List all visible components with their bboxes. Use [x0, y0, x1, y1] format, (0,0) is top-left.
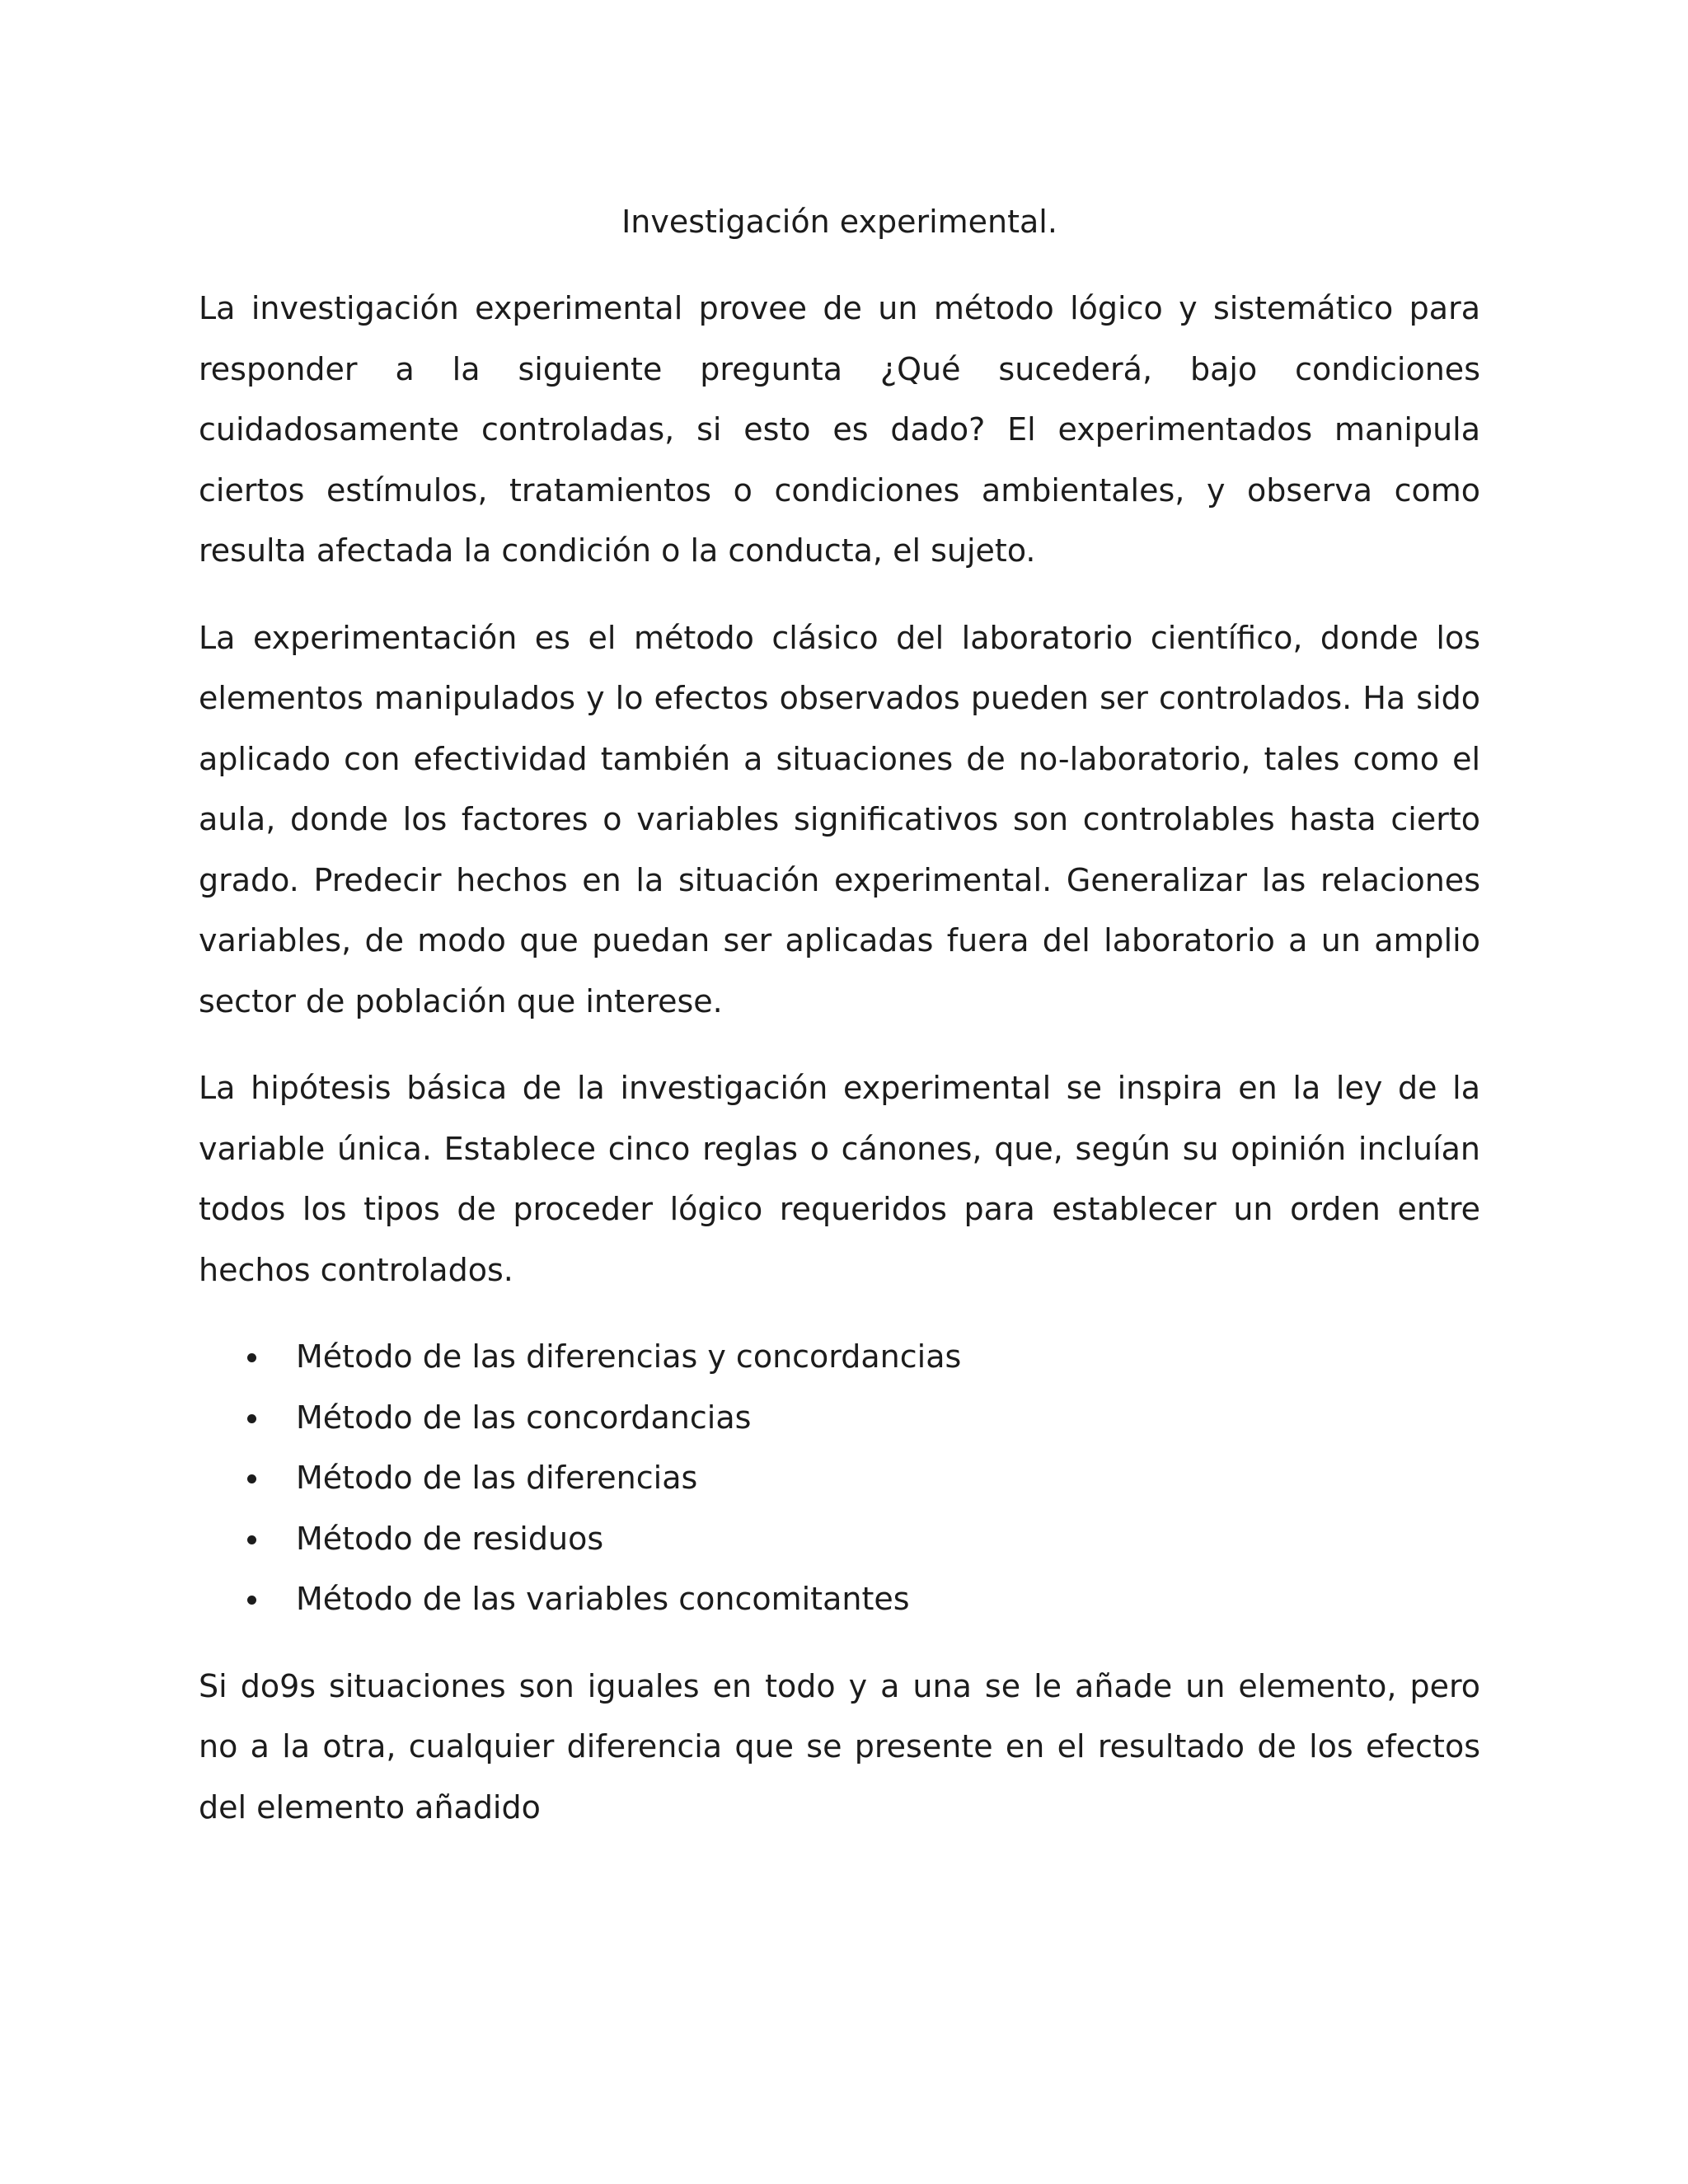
list-item [199, 1509, 1480, 1570]
bullet-icon [247, 1535, 256, 1544]
list-item [199, 1569, 1480, 1630]
bullet-icon [247, 1596, 256, 1605]
list-item-text: Método de las diferencias [296, 1460, 698, 1496]
bullet-icon [247, 1474, 256, 1483]
paragraph-closing: Si do9s situaciones son iguales en todo y a una se le añade un elemento, pero no a la otra, cualquier diferencia que se presente en el resultado de los efectos del elemento añadido [199, 1667, 1480, 1825]
document-body [199, 191, 1480, 1838]
document-title: Investigación experimental. [621, 204, 1057, 240]
list-item-text: Método de las diferencias y concordancias [296, 1338, 962, 1375]
paragraph-laboratory: La experimentación es el método clásico del laboratorio científico, donde los elementos manipulados y lo efectos observados pueden ser controlados. Ha sido aplicado con efectividad también a situaciones de no-laboratorio, tales como el aula, donde los factores o variables significativos son controlables hasta cierto grado. Predecir hechos en la situación experimental. Generalizar las relaciones variables, de modo que puedan ser aplicadas fuera del laboratorio a un amplio sector de población que interese. [199, 619, 1480, 1019]
list-item [199, 1388, 1480, 1449]
list-item [199, 1448, 1480, 1509]
bullet-icon [247, 1414, 256, 1423]
list-item [199, 1327, 1480, 1388]
list-item-text: Método de las concordancias [296, 1399, 752, 1436]
methods-list [199, 1327, 1480, 1630]
bullet-icon [247, 1353, 256, 1362]
list-item-text: Método de las variables concomitantes [296, 1581, 910, 1617]
paragraph-intro: La investigación experimental provee de un método lógico y sistemático para responder a la siguiente pregunta ¿Qué sucederá, bajo condiciones cuidadosamente controladas, si esto es dado? El experimentados manipula ciertos estímulos, tratamientos o condiciones ambientales, y observa como resulta afectada la condición o la conducta, el sujeto. [199, 290, 1480, 569]
list-item-text: Método de residuos [296, 1520, 604, 1557]
paragraph-hypothesis: La hipótesis básica de la investigación experimental se inspira en la ley de la variable única. Establece cinco reglas o cánones, que, según su opinión incluían todos los tipos de proceder lógico requeridos para establecer un orden entre hechos controlados. [199, 1070, 1480, 1288]
